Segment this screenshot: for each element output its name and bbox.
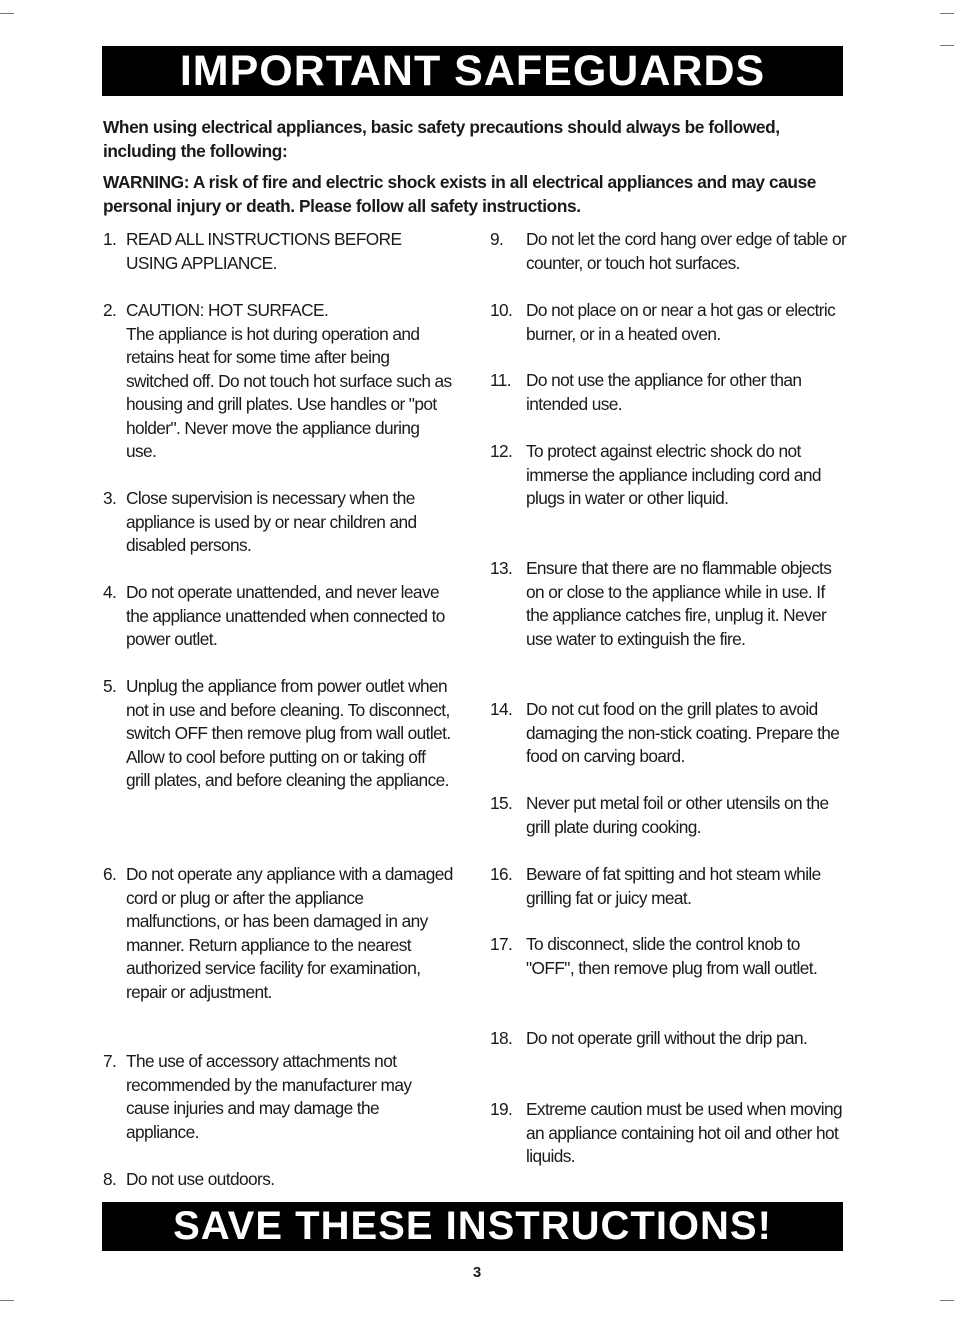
item-text: Do not place on or near a hot gas or electric burner, or in a heated oven.: [526, 300, 836, 344]
safeguard-item-1: [103, 228, 453, 275]
safeguard-item-13: [490, 557, 850, 651]
item-text: Beware of fat spitting and hot steam while grilling fat or juicy meat.: [526, 864, 821, 908]
item-text: The use of accessory attachments not recommended by the manufacturer may cause injuries and may damage the appliance.: [126, 1051, 412, 1142]
safeguard-item-4: [103, 581, 453, 652]
safeguard-item-5: [103, 675, 453, 793]
item-text: Do not let the cord hang over edge of table or counter, or touch hot surfaces.: [526, 229, 847, 273]
crop-mark: [0, 13, 14, 14]
crop-mark: [940, 13, 954, 14]
safeguard-item-11: [490, 369, 850, 416]
item-text: Unplug the appliance from power outlet when not in use and before cleaning. To disconnect, switch OFF then remove plug from wall outlet. Allow to cool before putting on or taking off grill plates, and before cleaning the appliance.: [126, 676, 451, 790]
item-text: Do not use outdoors.: [126, 1169, 275, 1189]
item-text: Do not use the appliance for other than intended use.: [526, 370, 802, 414]
warning-text: WARNING: A risk of fire and electric shock exists in all electrical appliances and may cause personal injury or death. Please follow all safety instructions.: [103, 172, 816, 216]
item-text: Ensure that there are no flammable objects on or close to the appliance while in use. If the appliance catches fire, unplug it. Never use water to extinguish the fire.: [526, 558, 832, 649]
safeguard-item-14: [490, 698, 850, 769]
crop-mark: [940, 1300, 954, 1301]
safeguard-item-2: [103, 299, 453, 464]
item-number: 16.: [490, 864, 513, 884]
item-number: 2.: [103, 300, 117, 320]
intro-paragraph: [103, 115, 848, 163]
safeguard-item-18: [490, 1027, 807, 1051]
page-number: 3: [472, 1264, 482, 1281]
item-number: 9.: [490, 229, 504, 249]
item-number: 19.: [490, 1099, 513, 1119]
item-number: 18.: [490, 1028, 513, 1048]
page-title: IMPORTANT SAFEGUARDS: [102, 46, 843, 96]
item-number: 8.: [103, 1169, 117, 1189]
item-number: 14.: [490, 699, 513, 719]
item-text: To disconnect, slide the control knob to "OFF", then remove plug from wall outlet.: [526, 934, 818, 978]
safeguard-item-3: [103, 487, 453, 558]
footer-banner: SAVE THESE INSTRUCTIONS!: [102, 1202, 843, 1251]
safeguard-item-8: [103, 1168, 274, 1192]
item-number: 13.: [490, 558, 513, 578]
item-text: Extreme caution must be used when moving an appliance containing hot oil and other hot liquids.: [526, 1099, 843, 1166]
item-text: READ ALL INSTRUCTIONS BEFORE USING APPLIANCE.: [126, 229, 402, 273]
item-number: 4.: [103, 582, 117, 602]
crop-mark: [940, 45, 954, 46]
safeguard-item-15: [490, 792, 850, 839]
safeguard-item-17: [490, 933, 850, 980]
item-text: Do not cut food on the grill plates to avoid damaging the non-stick coating. Prepare the food on carving board.: [526, 699, 840, 766]
item-text: Never put metal foil or other utensils on the grill plate during cooking.: [526, 793, 829, 837]
safeguard-item-10: [490, 299, 850, 346]
safeguard-item-9: [490, 228, 850, 275]
item-number: 10.: [490, 300, 513, 320]
item-number: 7.: [103, 1051, 117, 1071]
item-text: Do not operate grill without the drip pan.: [526, 1028, 808, 1048]
safeguard-item-6: [103, 863, 453, 1004]
safeguard-item-12: [490, 440, 850, 511]
intro-text: When using electrical appliances, basic safety precautions should always be followed, including the following:: [103, 117, 780, 161]
item-number: 3.: [103, 488, 117, 508]
item-number: 17.: [490, 934, 513, 954]
item-text: Close supervision is necessary when the appliance is used by or near children and disabled persons.: [126, 488, 417, 555]
safeguard-item-16: [490, 863, 850, 910]
item-number: 11.: [490, 370, 511, 390]
item-text: Do not operate any appliance with a damaged cord or plug or after the appliance malfunctions, or has been damaged in any manner. Return appliance to the nearest authorized service facility for examination, repair or adjustment.: [126, 864, 453, 1002]
item-text: To protect against electric shock do not immerse the appliance including cord and plugs in water or other liquid.: [526, 441, 821, 508]
item-number: 12.: [490, 441, 513, 461]
safeguard-item-19: [490, 1098, 850, 1169]
item-text: CAUTION: HOT SURFACE. The appliance is hot during operation and retains heat for some time after being switched off. Do not touch hot surface such as housing and grill plates. Use handles or "pot holder". Never move the appliance during use.: [126, 300, 452, 461]
item-number: 1.: [103, 229, 117, 249]
warning-paragraph: [103, 170, 848, 218]
item-text: Do not operate unattended, and never leave the appliance unattended when connected to power outlet.: [126, 582, 445, 649]
item-number: 15.: [490, 793, 513, 813]
item-number: 6.: [103, 864, 117, 884]
item-number: 5.: [103, 676, 117, 696]
safeguard-item-7: [103, 1050, 453, 1144]
crop-mark: [0, 1300, 14, 1301]
